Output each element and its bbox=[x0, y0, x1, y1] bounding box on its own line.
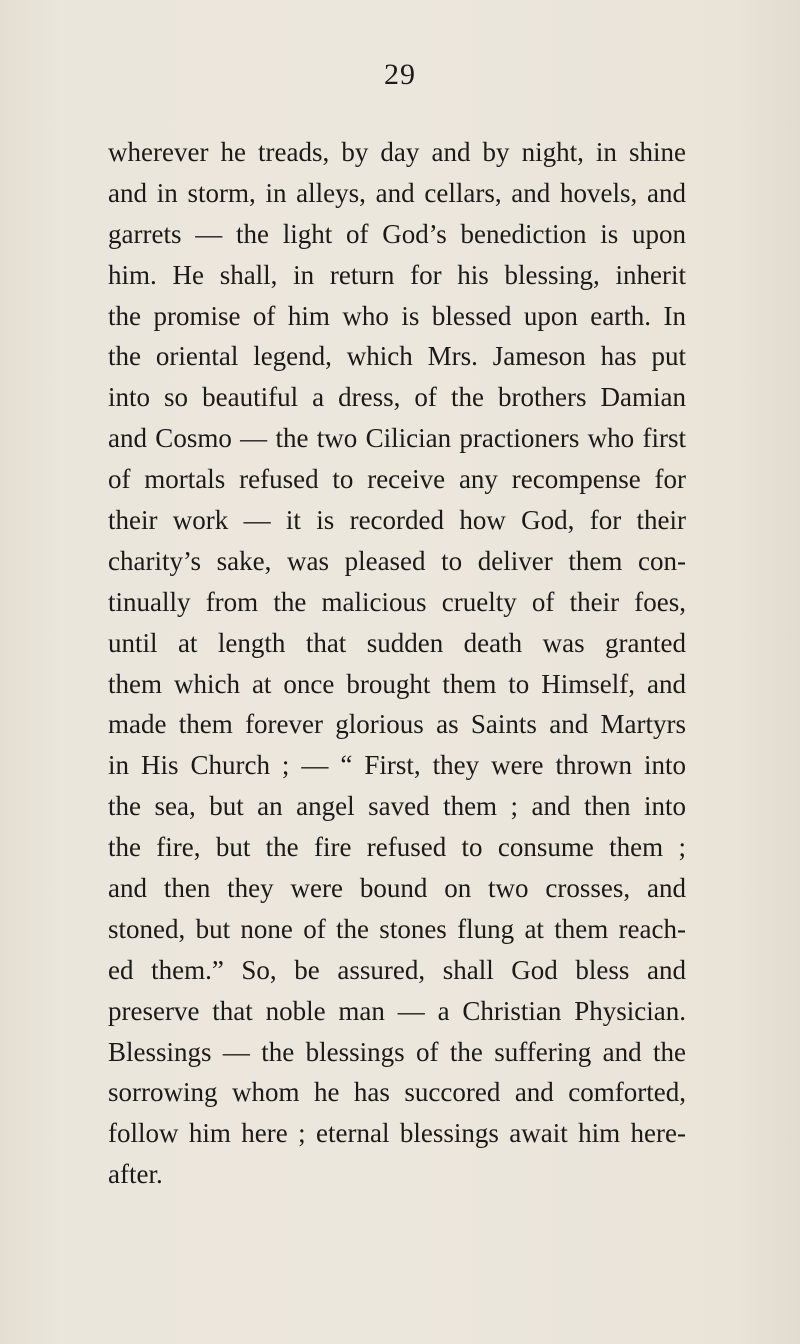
text-line: garrets — the light of God’s benediction is upon bbox=[108, 218, 686, 249]
text-line: tinually from the malicious cruelty of their foes, bbox=[108, 586, 686, 617]
text-line: stoned, but none of the stones flung at them reach- bbox=[108, 913, 686, 944]
text-line: after. bbox=[108, 1159, 163, 1190]
text-line: ed them.” So, be assured, shall God bless and bbox=[108, 954, 686, 985]
text-line: him. He shall, in return for his blessing, inherit bbox=[108, 259, 686, 290]
text-line: them which at once brought them to Himself, and bbox=[108, 668, 686, 699]
text-line: preserve that noble man — a Christian Physician. bbox=[108, 995, 686, 1026]
body-text bbox=[108, 132, 686, 1195]
text-line: their work — it is recorded how God, for their bbox=[108, 505, 686, 536]
text-line: made them forever glorious as Saints and Martyrs bbox=[108, 709, 686, 740]
text-line: the sea, but an angel saved them ; and then into bbox=[108, 791, 686, 822]
text-line: and Cosmo — the two Cilician practioners who first bbox=[108, 423, 686, 454]
text-line: wherever he treads, by day and by night, in shine bbox=[108, 137, 686, 167]
text-line: Blessings — the blessings of the suffering and the bbox=[108, 1036, 686, 1067]
text-line: the fire, but the fire refused to consume them ; bbox=[108, 832, 686, 863]
text-line: and then they were bound on two crosses, and bbox=[108, 873, 686, 904]
text-line: the promise of him who is blessed upon earth. In bbox=[108, 300, 686, 331]
text-line: and in storm, in alleys, and cellars, and hovels, and bbox=[108, 177, 686, 208]
text-line: follow him here ; eternal blessings await him here- bbox=[108, 1118, 686, 1149]
text-line: charity’s sake, was pleased to deliver them con- bbox=[108, 545, 686, 576]
text-line: in His Church ; — “ First, they were thrown into bbox=[108, 750, 686, 781]
text-line: until at length that sudden death was granted bbox=[108, 627, 686, 658]
text-line: into so beautiful a dress, of the brothers Damian bbox=[108, 382, 686, 413]
page-number: 29 bbox=[384, 58, 416, 91]
text-line: the oriental legend, which Mrs. Jameson has put bbox=[108, 341, 686, 372]
text-line: of mortals refused to receive any recompense for bbox=[108, 464, 686, 495]
text-line: sorrowing whom he has succored and comforted, bbox=[108, 1077, 686, 1108]
